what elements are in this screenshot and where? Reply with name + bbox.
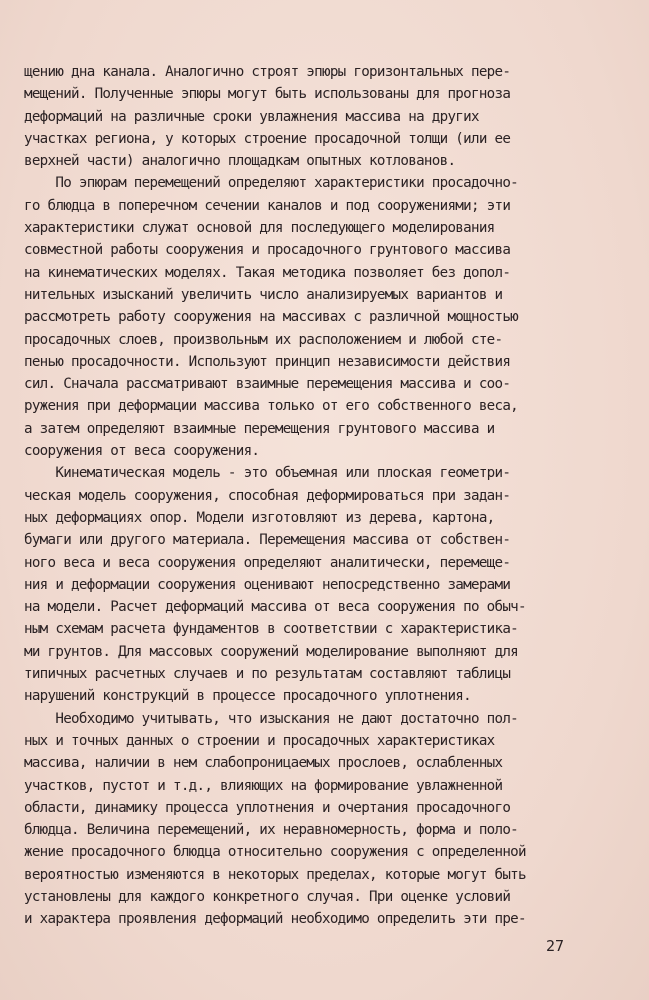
- text-line: области, динамику процесса уплотнения и очертания просадочного: [24, 799, 511, 816]
- text-line: на модели. Расчет деформаций массива от веса сооружения по обыч-: [24, 599, 526, 616]
- text-line: ных деформациях опор. Модели изготовляют из дерева, картона,: [24, 509, 495, 526]
- text-line: ния и деформации сооружения оценивают непосредственно замерами: [24, 576, 511, 593]
- text-line: сил. Сначала рассматривают взаимные перемещения массива и соо-: [24, 376, 511, 393]
- text-line: ных и точных данных о строении и просадочных характеристиках: [24, 732, 495, 749]
- text-line: сооружения от веса сооружения.: [24, 443, 260, 460]
- text-line: го блюдца в поперечном сечении каналов и под сооружениями; эти: [24, 197, 511, 214]
- text-line: щению дна канала. Аналогично строят эпюры горизонтальных пере-: [24, 64, 511, 80]
- text-line: верхней части) аналогично площадкам опытных котлованов.: [24, 153, 456, 170]
- text-line: типичных расчетных случаев и по результатам составляют таблицы: [24, 666, 511, 683]
- text-line: нарушений конструкций в процессе просадочного уплотнения.: [24, 688, 471, 705]
- text-line: массива, наличии в нем слабопроницаемых прослоев, ослабленных: [24, 755, 503, 772]
- text-line: и характера проявления деформаций необходимо определить эти пре-: [24, 911, 526, 928]
- text-line: ного веса и веса сооружения определяют аналитически, перемеще-: [24, 554, 511, 571]
- text-line: установлены для каждого конкретного случая. При оценке условий: [24, 888, 511, 905]
- page-number: 27: [546, 937, 565, 955]
- text-line: а затем определяют взаимные перемещения грунтового массива и: [24, 420, 495, 437]
- text-line: пенью просадочности. Используют принцип независимости действия: [24, 353, 511, 370]
- text-line: участках региона, у которых строение просадочной толщи (или ее: [24, 130, 511, 147]
- text-line: нительных изысканий увеличить число анализируемых вариантов и: [24, 286, 503, 303]
- text-line: жение просадочного блюдца относительно сооружения с определенной: [24, 844, 526, 861]
- text-line: ческая модель сооружения, способная деформироваться при задан-: [24, 487, 511, 504]
- text-line: бумаги или другого материала. Перемещения массива от собствен-: [24, 532, 511, 549]
- text-line: блюдца. Величина перемещений, их неравномерность, форма и поло-: [24, 822, 519, 839]
- body-text: [24, 61, 614, 931]
- text-line: мещений. Полученные эпюры могут быть использованы для прогноза: [24, 86, 511, 103]
- text-line: характеристики служат основой для последующего моделирования: [24, 220, 495, 237]
- text-line: По эпюрам перемещений определяют характеристики просадочно-: [24, 175, 519, 192]
- text-line: ным схемам расчета фундаментов в соответствии с характеристика-: [24, 621, 519, 638]
- text-line: совместной работы сооружения и просадочного грунтового массива: [24, 242, 511, 259]
- text-line: рассмотреть работу сооружения на массивах с различной мощностью: [24, 309, 519, 326]
- text-line: участков, пустот и т.д., влияющих на формирование увлажненной: [24, 777, 503, 794]
- text-line: деформаций на различные сроки увлажнения массива на других: [24, 108, 479, 125]
- text-line: Необходимо учитывать, что изыскания не дают достаточно пол-: [24, 710, 519, 727]
- text-line: вероятностью изменяются в некоторых пределах, которые могут быть: [24, 866, 526, 883]
- text-line: Кинематическая модель - это объемная или плоская геометри-: [24, 465, 511, 482]
- text-line: просадочных слоев, произвольным их расположением и любой сте-: [24, 331, 503, 348]
- text-line: ружения при деформации массива только от его собственного веса,: [24, 398, 519, 415]
- text-line: на кинематических моделях. Такая методика позволяет без допол-: [24, 264, 511, 281]
- text-line: ми грунтов. Для массовых сооружений моделирование выполняют для: [24, 643, 519, 660]
